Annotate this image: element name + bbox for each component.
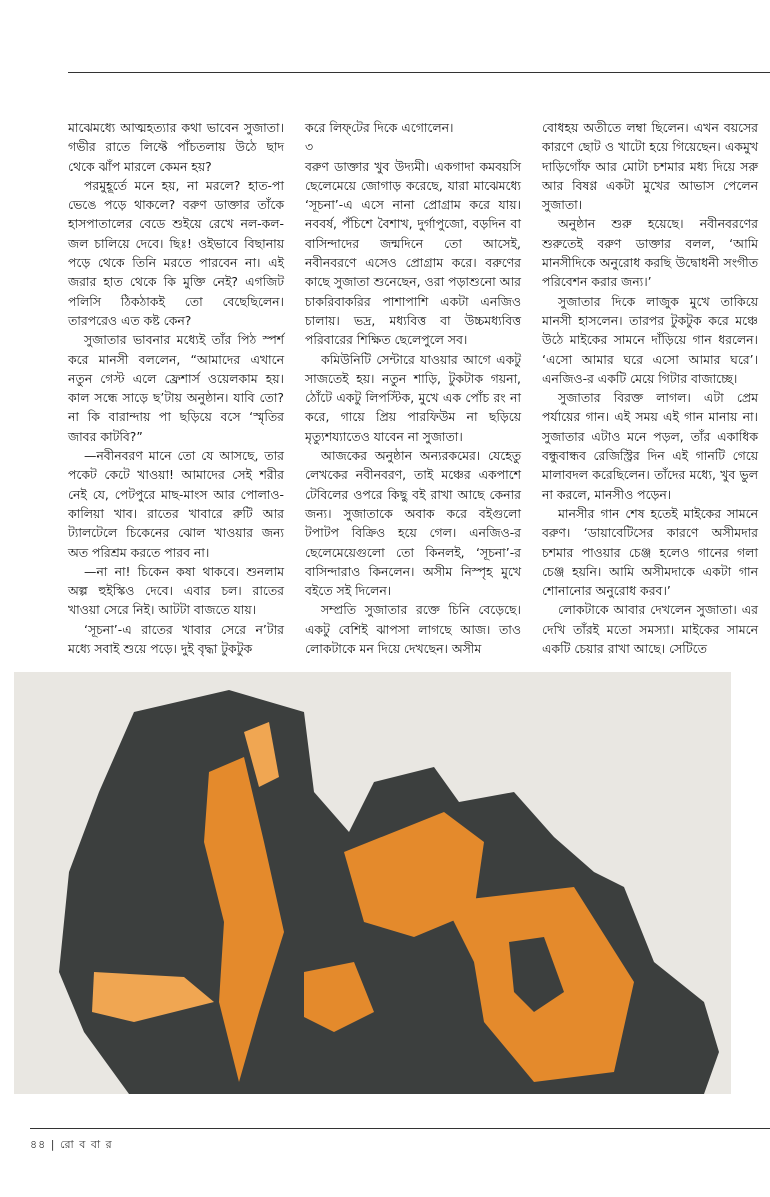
article-columns <box>68 118 758 658</box>
footer-separator: | <box>50 1138 56 1151</box>
column-2 <box>305 118 521 658</box>
paragraph: বরুণ ডাক্তার খুব উদ্যমী। একগাদা কমবয়সি ছেলেমেয়ে জোগাড় করেছে, যারা মাঝেমধ্যে ‘সূচনা’-এ এসে নানা প্রোগ্রাম করে যায়। নববর্ষ, পঁচিশে বৈশাখ, দুর্গাপুজো, বড়দিন বা বাসিন্দাদের জন্মদিনে তো আসেই, নবীনবরণে এসেও প্রোগ্রাম করে। বরুণের কাছে সুজাতা শুনেছেন, ওরা পড়াশুনো আর চাকরিবাকরির পাশাপাশি একটা এনজিও চালায়। ভদ্র, মধ্যবিত্ত বা উচ্চমধ্যবিত্ত পরিবারের শিক্ষিত ছেলেপুলে সব। <box>305 158 521 348</box>
top-rule <box>68 72 770 73</box>
column-3 <box>542 118 758 658</box>
paragraph: মানসীর গান শেষ হতেই মাইকের সামনে বরুণ। ‘ডায়াবেটিসের কারণে অসীমদার চশমার পাওয়ার চেঞ্জ হলেও গানের গলা চেঞ্জ হয়নি। আমি অসীমদাকে একটা গান শোনানোর অনুরোধ করব।’ <box>542 505 758 599</box>
paragraph: বোধহয় অতীতে লম্বা ছিলেন। এখন বয়সের কারণে ছোট ও খাটো হয়ে গিয়েছেন। একমুখ দাড়িগোঁফ আর মোটা চশমার মধ্য দিয়ে সরু আর বিষণ্ণ একটা মুখের আভাস পেলেন সুজাতা। <box>542 120 758 213</box>
page-number: ৪৪ <box>30 1138 47 1151</box>
paragraph: সুজাতার ভাবনার মধ্যেই তাঁর পিঠ স্পর্শ করে মানসী বললেন, “আমাদের এখানে নতুন গেস্ট এলে ফ্রেশার্স ওয়েলকাম হয়। কাল সন্ধে সাড়ে ছ’টায় অনুষ্ঠান। যাবি তো? না কি বারান্দায় পা ছড়িয়ে বসে ‘স্মৃতির জাবর কাটবি?” <box>68 332 284 444</box>
magazine-name: রো ব বা র <box>60 1138 113 1151</box>
paragraph: আজকের অনুষ্ঠান অন্যরকমের। যেহেতু লেখকের নবীনবরণ, তাই মঞ্চের একপাশে টেবিলের ওপরে কিছু বই রাখা আছে কেনার জন্য। সুজাতাকে অবাক করে বইগুলো টপাটপ বিক্রিও হয়ে গেল। এনজিও-র ছেলেমেয়েগুলো তো কিনলই, ‘সূচনা’-র বাসিন্দারাও কিনলেন। অসীম নিস্পৃহ মুখে বইতে সই দিলেন। <box>305 448 521 599</box>
paragraph: করে লিফ্‌টের দিকে এগোলেন। <box>305 120 454 135</box>
paragraph: পরমুহূর্তে মনে হয়, না মরলে? হাত-পা ভেঙে পড়ে থাকলে? বরুণ ডাক্তার তাঁকে হাসপাতালের বেডে শুইয়ে রেখে নল-কল-জল চালিয়ে দেবে। ছিঃ! ওইভাবে বিছানায় পড়ে থেকে তিনি মরতে পারবেন না। এই জরার হাত থেকে কি মুক্তি নেই? এগজিট পলিসি ঠিকঠাকই তো বেছেছিলেন। তারপরেও এত কষ্ট কেন? <box>68 177 284 328</box>
bottom-rule <box>30 1128 770 1129</box>
papercut-artwork <box>14 672 731 1094</box>
paragraph: কমিউনিটি সেন্টারে যাওয়ার আগে একটু সাজতেই হয়। নতুন শাড়ি, টুকটাক গয়না, ঠোঁটে একটু লিপস্টিক, মুখে এক পোঁচ রং না করে, গায়ে প্রিয় পারফিউম না ছড়িয়ে মৃত্যুশয্যাতেও যাবেন না সুজাতা। <box>305 351 521 444</box>
paragraph: লোকটাকে আবার দেখলেন সুজাতা। এর দেখি তাঁরই মতো সমস্যা। মাইকের সামনে একটি চেয়ার রাখা আছে। সেটিতে <box>542 602 758 657</box>
paragraph: ‘সূচনা’-এ রাতের খাবার সেরে ন’টার মধ্যে সবাই শুয়ে পড়ে। দুই বৃদ্ধা টুকটুক <box>68 621 284 657</box>
paragraph: —নবীনবরণ মানে তো যে আসছে, তার পকেট কেটে খাওয়া! আমাদের সেই শরীর নেই যে, পেটপুরে মাছ-মাংস আর পোলাও-কালিয়া খাব। রাতের খাবারে রুটি আর ট্যালটেলে চিকেনের ঝোল খাওয়ার জন্য অত পরিশ্রম করতে পারব না। <box>68 448 284 560</box>
section-number: ৩ <box>305 139 314 155</box>
page-footer <box>30 1136 113 1155</box>
paragraph: সুজাতার দিকে লাজুক মুখে তাকিয়ে মানসী হাসলেন। তারপর টুকটুক করে মঞ্চে উঠে মাইকের সামনে দাঁড়িয়ে গান ধরলেন। ‘এসো আমার ঘরে এসো আমার ঘরে’। এনজিও-র একটি মেয়ে গিটার বাজাচ্ছে। <box>542 293 758 386</box>
column-1 <box>68 118 284 658</box>
paragraph: সুজাতার বিরক্ত লাগল। এটা প্রেম পর্যায়ের গান। এই সময় এই গান মানায় না। সুজাতার এটাও মনে পড়ল, তাঁর একাধিক বন্ধুবান্ধব রেজিস্ট্রির দিন এই গানটি গেয়ে মালাবদল করেছিলেন। তাঁদের মধ্যে, খুব ভুল না করলে, মানসীও পড়েন। <box>542 390 758 502</box>
paragraph: —না না! চিকেন কষা থাকবে। শুনলাম অল্প হুইস্কিও দেবে। এবার চল। রাতের খাওয়া সেরে নিই। আটটা বাজতে যায়। <box>68 563 284 618</box>
artwork-illustration <box>14 672 731 1094</box>
paragraph: মাঝেমধ্যে আত্মহত্যার কথা ভাবেন সুজাতা। গভীর রাতে লিফ্টে পাঁচতলায় উঠে ছাদ থেকে ঝাঁপ মারলে কেমন হয়? <box>68 120 284 174</box>
paragraph: সম্প্রতি সুজাতার রক্তে চিনি বেড়েছে। একটু বেশিই ঝাপসা লাগছে আজ। তাও লোকটাকে মন দিয়ে দেখছেন। অসীম <box>305 602 521 657</box>
paragraph: অনুষ্ঠান শুরু হয়েছে। নবীনবরণের শুরুতেই বরুণ ডাক্তার বলল, ‘আমি মানসীদিকে অনুরোধ করছি উদ্বোধনী সংগীত পরিবেশন করার জন্য।’ <box>542 216 758 290</box>
